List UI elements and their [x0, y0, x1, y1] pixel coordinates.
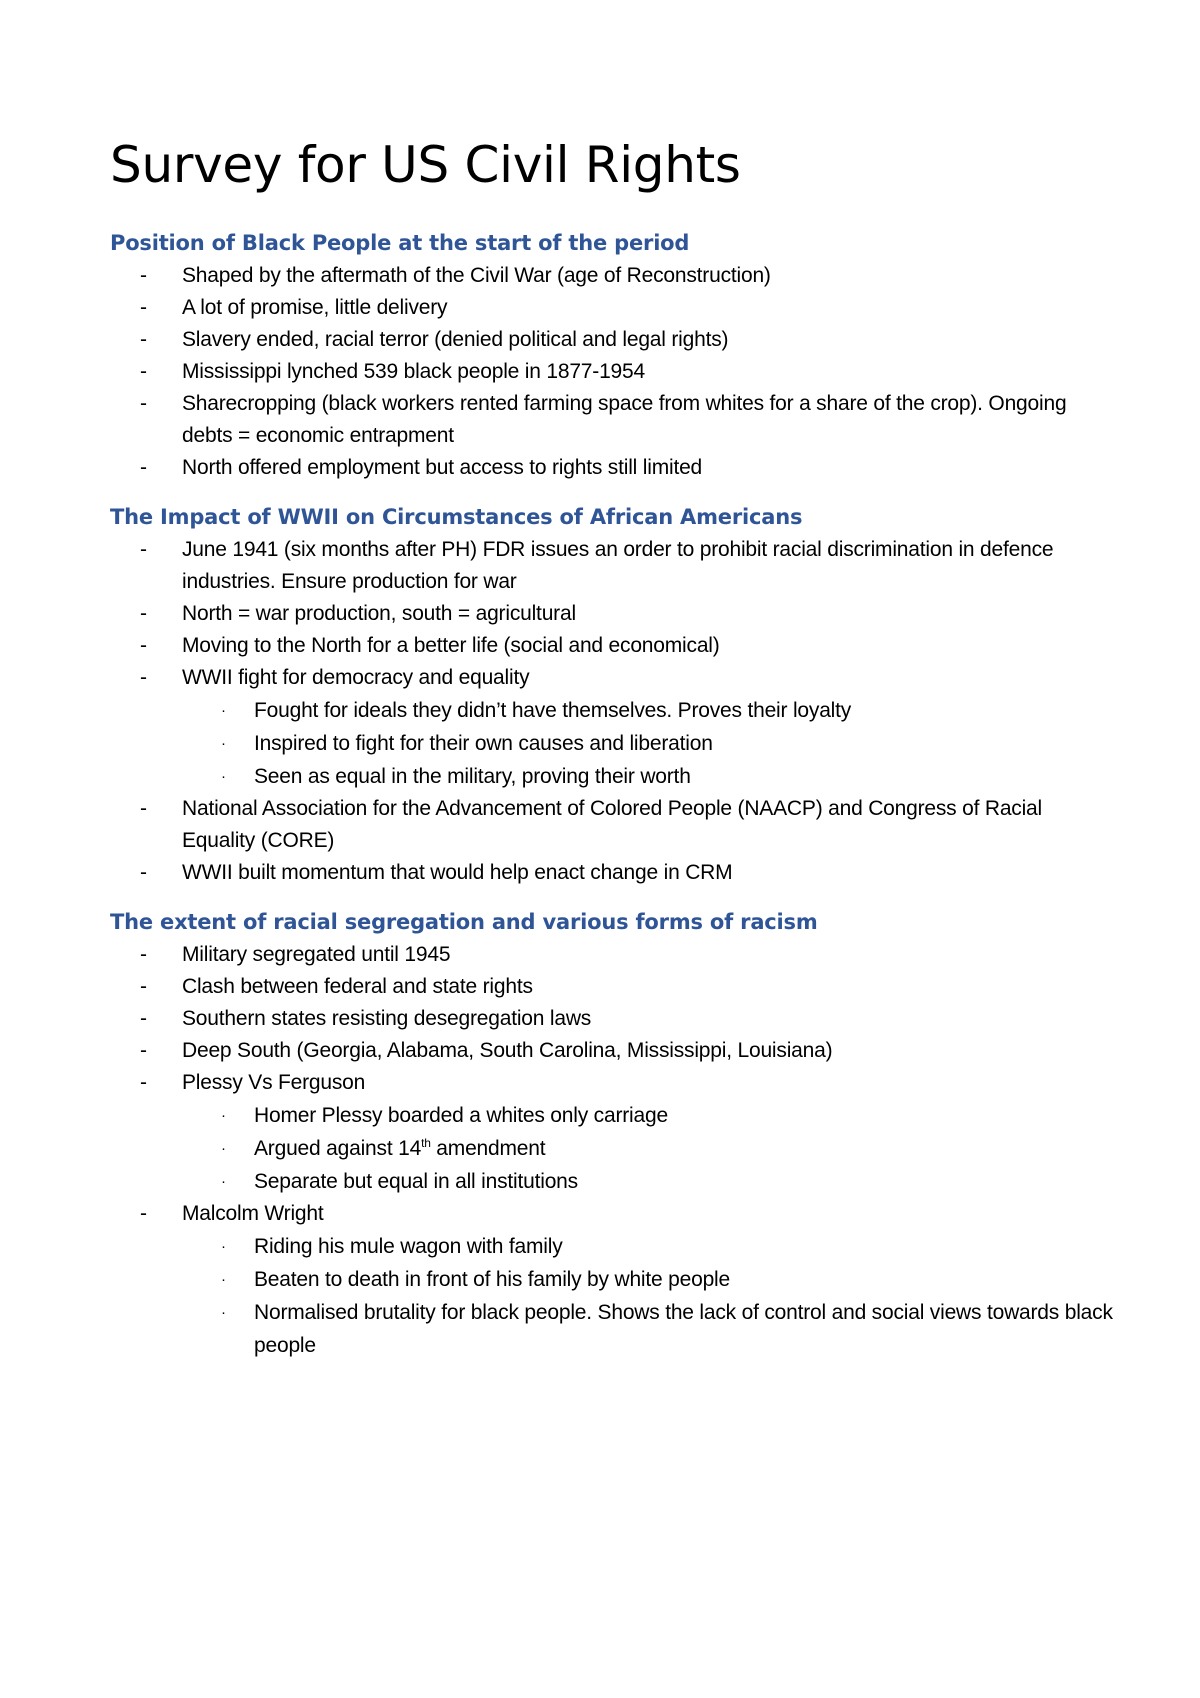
sub-bullet-list — [110, 1099, 1120, 1198]
dot-bullet-icon: · — [221, 1173, 226, 1190]
sub-list-item: · Separate but equal in all institutions — [110, 1165, 1120, 1198]
list-item: - June 1941 (six months after PH) FDR issues an order to prohibit racial discrimination in defence industries. Ensure production for war — [110, 534, 1120, 598]
dash-bullet-icon: - — [140, 264, 147, 287]
list-item: - Military segregated until 1945 — [110, 939, 1120, 971]
sub-list-item: · Riding his mule wagon with family — [110, 1230, 1120, 1263]
dash-bullet-icon: - — [140, 602, 147, 625]
list-item: - Malcolm Wright — [110, 1198, 1120, 1230]
bullet-list — [110, 260, 1120, 484]
list-item: - National Association for the Advancement of Colored People (NAACP) and Congress of Racial Equality (CORE) — [110, 793, 1120, 857]
section-heading: The Impact of WWII on Circumstances of African Americans — [110, 505, 803, 529]
dash-bullet-icon: - — [140, 943, 147, 966]
dash-bullet-icon: - — [140, 456, 147, 479]
section-position-of-black-people — [110, 228, 1120, 484]
list-item: - WWII fight for democracy and equality — [110, 662, 1120, 694]
dash-bullet-icon: - — [140, 538, 147, 561]
dot-bullet-icon: · — [221, 702, 226, 719]
dot-bullet-icon: · — [221, 1140, 226, 1157]
superscript: th — [421, 1136, 431, 1150]
dot-bullet-icon: · — [221, 1271, 226, 1288]
bullet-list — [110, 534, 1120, 694]
dash-bullet-icon: - — [140, 666, 147, 689]
list-item: - A lot of promise, little delivery — [110, 292, 1120, 324]
bullet-list — [110, 1198, 1120, 1230]
section-impact-of-wwii — [110, 502, 1120, 889]
section-heading: The extent of racial segregation and various forms of racism — [110, 910, 818, 934]
list-item: - North offered employment but access to rights still limited — [110, 452, 1120, 484]
list-item: - Deep South (Georgia, Alabama, South Carolina, Mississippi, Louisiana) — [110, 1035, 1120, 1067]
sub-list-item: · Normalised brutality for black people. Shows the lack of control and social views towards black people — [110, 1296, 1120, 1362]
bullet-list — [110, 939, 1120, 1099]
dash-bullet-icon: - — [140, 1071, 147, 1094]
list-item: - Mississippi lynched 539 black people in 1877-1954 — [110, 356, 1120, 388]
dash-bullet-icon: - — [140, 634, 147, 657]
list-item: - Southern states resisting desegregation laws — [110, 1003, 1120, 1035]
dot-bullet-icon: · — [221, 1238, 226, 1255]
dash-bullet-icon: - — [140, 1039, 147, 1062]
dot-bullet-icon: · — [221, 768, 226, 785]
dash-bullet-icon: - — [140, 1202, 147, 1225]
list-item: - Clash between federal and state rights — [110, 971, 1120, 1003]
sub-list-item: · Beaten to death in front of his family by white people — [110, 1263, 1120, 1296]
dash-bullet-icon: - — [140, 1007, 147, 1030]
sub-list-item: · Argued against 14th amendment — [110, 1132, 1120, 1165]
dot-bullet-icon: · — [221, 735, 226, 752]
dash-bullet-icon: - — [140, 392, 147, 415]
list-item: - Slavery ended, racial terror (denied political and legal rights) — [110, 324, 1120, 356]
dot-bullet-icon: · — [221, 1107, 226, 1124]
sub-list-item: · Fought for ideals they didn’t have themselves. Proves their loyalty — [110, 694, 1120, 727]
dash-bullet-icon: - — [140, 296, 147, 319]
bullet-list — [110, 793, 1120, 889]
list-item: - Sharecropping (black workers rented farming space from whites for a share of the crop). Ongoing debts = economic entrapment — [110, 388, 1120, 452]
list-item: - North = war production, south = agricultural — [110, 598, 1120, 630]
list-item: - Moving to the North for a better life (social and economical) — [110, 630, 1120, 662]
list-item: - WWII built momentum that would help enact change in CRM — [110, 857, 1120, 889]
section-racial-segregation — [110, 907, 1120, 1362]
dash-bullet-icon: - — [140, 861, 147, 884]
dot-bullet-icon: · — [221, 1304, 226, 1321]
dash-bullet-icon: - — [140, 360, 147, 383]
dash-bullet-icon: - — [140, 328, 147, 351]
sub-bullet-list — [110, 694, 1120, 793]
sub-list-item: · Homer Plessy boarded a whites only carriage — [110, 1099, 1120, 1132]
list-item: - Shaped by the aftermath of the Civil War (age of Reconstruction) — [110, 260, 1120, 292]
sub-bullet-list — [110, 1230, 1120, 1362]
dash-bullet-icon: - — [140, 797, 147, 820]
sub-list-item: · Inspired to fight for their own causes and liberation — [110, 727, 1120, 760]
dash-bullet-icon: - — [140, 975, 147, 998]
sub-list-item: · Seen as equal in the military, proving their worth — [110, 760, 1120, 793]
section-heading: Position of Black People at the start of the period — [110, 231, 690, 255]
list-item: - Plessy Vs Ferguson — [110, 1067, 1120, 1099]
document-title: Survey for US Civil Rights — [110, 136, 741, 194]
